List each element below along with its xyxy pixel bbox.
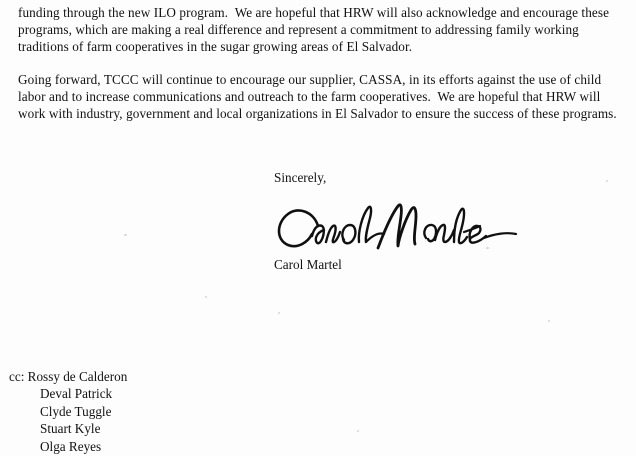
cc-line: Clyde Tuggle xyxy=(40,403,112,419)
scan-speck xyxy=(278,312,280,314)
cc-recipient: Rossy de Calderon xyxy=(27,369,128,384)
scan-speck xyxy=(205,296,207,298)
scan-speck xyxy=(124,234,127,236)
signature-image xyxy=(258,192,528,260)
closing-salutation: Sincerely, xyxy=(274,170,327,185)
cc-line xyxy=(9,368,127,385)
cc-label: cc: xyxy=(9,369,25,384)
cc-line: Deval Patrick xyxy=(40,386,113,402)
paragraph-1: funding through the new ILO program. We are hopeful that HRW will also acknowledge and encourage these programs, which are making a real difference and represent a commitment to addressing family working traditions of farm cooperatives in the sugar growing areas of El Salvador. xyxy=(18,5,613,55)
signer-name: Carol Martel xyxy=(274,257,342,272)
scan-speck xyxy=(357,430,359,432)
cc-line: Stuart Kyle xyxy=(40,421,101,437)
cc-list xyxy=(9,368,127,455)
letter-body xyxy=(18,4,622,137)
cc-line: Olga Reyes xyxy=(40,438,102,454)
scan-speck xyxy=(606,180,608,182)
scan-speck xyxy=(548,320,550,322)
paragraph-2: Going forward, TCCC will continue to encourage our supplier, CASSA, in its efforts against the use of child labor and to increase communications and outreach to the farm cooperatives. We are hopeful that HRW will work with industry, government and local organizations in El Salvador to ensure the success of these programs. xyxy=(18,71,617,122)
